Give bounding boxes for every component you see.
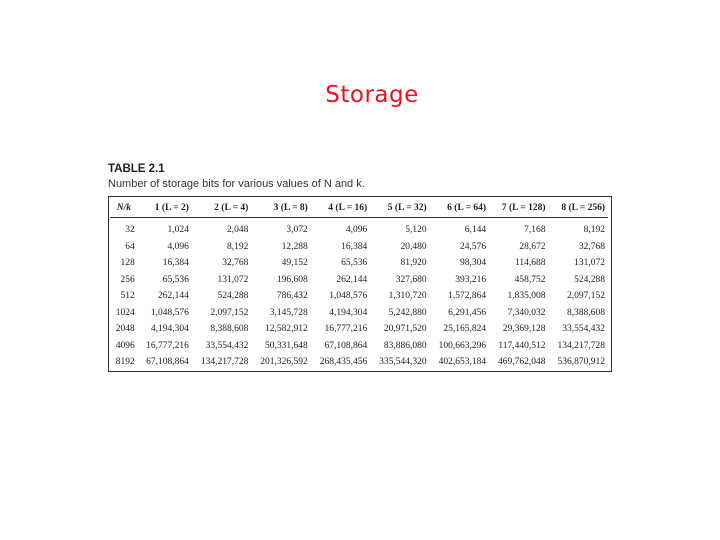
table-cell: 2,048 <box>226 225 249 236</box>
table-cell: 1,835,008 <box>507 291 546 302</box>
table-cell: 1,572,864 <box>448 291 487 302</box>
slide-title: Storage <box>325 82 419 108</box>
table-row <box>110 239 608 256</box>
table-cell: 33,554,432 <box>562 324 605 335</box>
table-cell: 98,304 <box>459 258 487 269</box>
table-cell: 1,024 <box>167 225 189 236</box>
table-cell: 4,194,304 <box>150 324 189 335</box>
table-cell: 196,608 <box>276 274 308 285</box>
column-header: 1 (L = 2) <box>138 200 192 218</box>
table-cell: 67,108,864 <box>146 357 189 368</box>
table-cell: 458,752 <box>514 274 546 285</box>
table-cell: 402,653,184 <box>438 357 487 368</box>
row-header-cell: 4096 <box>115 340 135 351</box>
row-header-cell: 1024 <box>115 307 135 318</box>
table-cell: 786,432 <box>276 291 308 302</box>
table-cell: 16,777,216 <box>324 324 368 335</box>
table-row <box>110 321 608 338</box>
table-cell: 3,072 <box>286 225 308 236</box>
table-cell: 100,663,296 <box>438 340 487 351</box>
table-cell: 131,072 <box>574 258 605 269</box>
table-cell: 4,096 <box>167 241 189 252</box>
table-cell: 83,886,080 <box>383 340 427 351</box>
column-header: 4 (L = 16) <box>311 200 370 218</box>
table-cell: 536,870,912 <box>557 357 605 368</box>
table-cell: 24,576 <box>459 241 487 252</box>
table-row <box>110 272 608 289</box>
table-row <box>110 338 608 355</box>
table-cell: 65,536 <box>162 274 189 285</box>
table-cell: 7,340,032 <box>507 307 546 318</box>
table-cell: 4,194,304 <box>329 307 368 318</box>
table-cell: 32,768 <box>578 241 605 252</box>
table-cell: 50,331,648 <box>265 340 308 351</box>
table-cell: 7,168 <box>524 225 546 236</box>
table-cell: 12,582,912 <box>265 324 308 335</box>
table-row <box>110 255 608 272</box>
table-cell: 20,971,520 <box>383 324 427 335</box>
table-cell: 8,388,608 <box>567 307 605 318</box>
row-header-cell: 128 <box>120 258 135 269</box>
row-header-cell: 64 <box>125 241 135 252</box>
table-cell: 12,288 <box>281 241 308 252</box>
column-header: 2 (L = 4) <box>192 200 251 218</box>
table-row <box>110 305 608 322</box>
table-cell: 16,384 <box>341 241 368 252</box>
table-cell: 6,144 <box>464 225 487 236</box>
table-cell: 29,369,128 <box>502 324 546 335</box>
table-cell: 1,310,720 <box>388 291 427 302</box>
storage-bits-table <box>110 200 608 371</box>
table-cell: 8,388,608 <box>210 324 249 335</box>
table-heading: TABLE 2.1 <box>108 163 165 175</box>
table-cell: 20,480 <box>400 241 427 252</box>
table-cell: 4,096 <box>345 225 368 236</box>
table-cell: 81,920 <box>400 258 427 269</box>
table-cell: 1,048,576 <box>150 307 189 318</box>
row-header-cell: 32 <box>125 225 135 236</box>
table-cell: 2,097,152 <box>567 291 605 302</box>
table-cell: 1,048,576 <box>329 291 368 302</box>
table-cell: 33,554,432 <box>205 340 249 351</box>
table-cell: 114,688 <box>515 258 546 269</box>
table-cell: 8,192 <box>226 241 249 252</box>
table-cell: 134,217,728 <box>200 357 249 368</box>
table-cell: 16,384 <box>162 258 189 269</box>
table-cell: 49,152 <box>281 258 308 269</box>
table-cell: 5,120 <box>405 225 427 236</box>
table-cell: 8,192 <box>583 225 605 236</box>
table-row <box>110 354 608 371</box>
row-header-cell: 2048 <box>115 324 135 335</box>
row-header-cell: 8192 <box>115 357 135 368</box>
table-cell: 65,536 <box>341 258 368 269</box>
table-cell: 28,672 <box>519 241 546 252</box>
table-cell: 524,288 <box>217 291 249 302</box>
table-row <box>110 218 608 239</box>
table-cell: 3,145,728 <box>269 307 308 318</box>
table-cell: 335,544,320 <box>379 357 427 368</box>
table-cell: 117,440,512 <box>498 340 546 351</box>
row-header-cell: 512 <box>120 291 135 302</box>
table-body <box>110 218 608 371</box>
table-cell: 67,108,864 <box>324 340 368 351</box>
table-cell: 131,072 <box>217 274 249 285</box>
table-row <box>110 288 608 305</box>
column-header: 6 (L = 64) <box>430 200 489 218</box>
column-header: 8 (L = 256) <box>549 200 608 218</box>
row-header-cell: 256 <box>120 274 135 285</box>
column-header: 7 (L = 128) <box>489 200 548 218</box>
table-cell: 25,165,824 <box>443 324 487 335</box>
column-header: 5 (L = 32) <box>370 200 429 218</box>
table-cell: 327,680 <box>395 274 427 285</box>
table-cell: 524,288 <box>574 274 605 285</box>
table-cell: 32,768 <box>222 258 249 269</box>
table-cell: 5,242,880 <box>388 307 427 318</box>
table-cell: 6,291,456 <box>448 307 487 318</box>
table-caption: Number of storage bits for various values of N and k. <box>108 178 365 190</box>
table-cell: 2,097,152 <box>210 307 249 318</box>
table-cell: 268,435,456 <box>319 357 368 368</box>
table-cell: 393,216 <box>455 274 487 285</box>
table-header-row <box>110 200 608 218</box>
table-cell: 262,144 <box>158 291 189 302</box>
column-header: 3 (L = 8) <box>251 200 310 218</box>
table-cell: 262,144 <box>336 274 368 285</box>
table-cell: 469,762,048 <box>498 357 546 368</box>
column-header: N/k <box>110 200 138 218</box>
table-cell: 134,217,728 <box>557 340 605 351</box>
table-cell: 201,326,592 <box>260 357 308 368</box>
table-cell: 16,777,216 <box>146 340 189 351</box>
